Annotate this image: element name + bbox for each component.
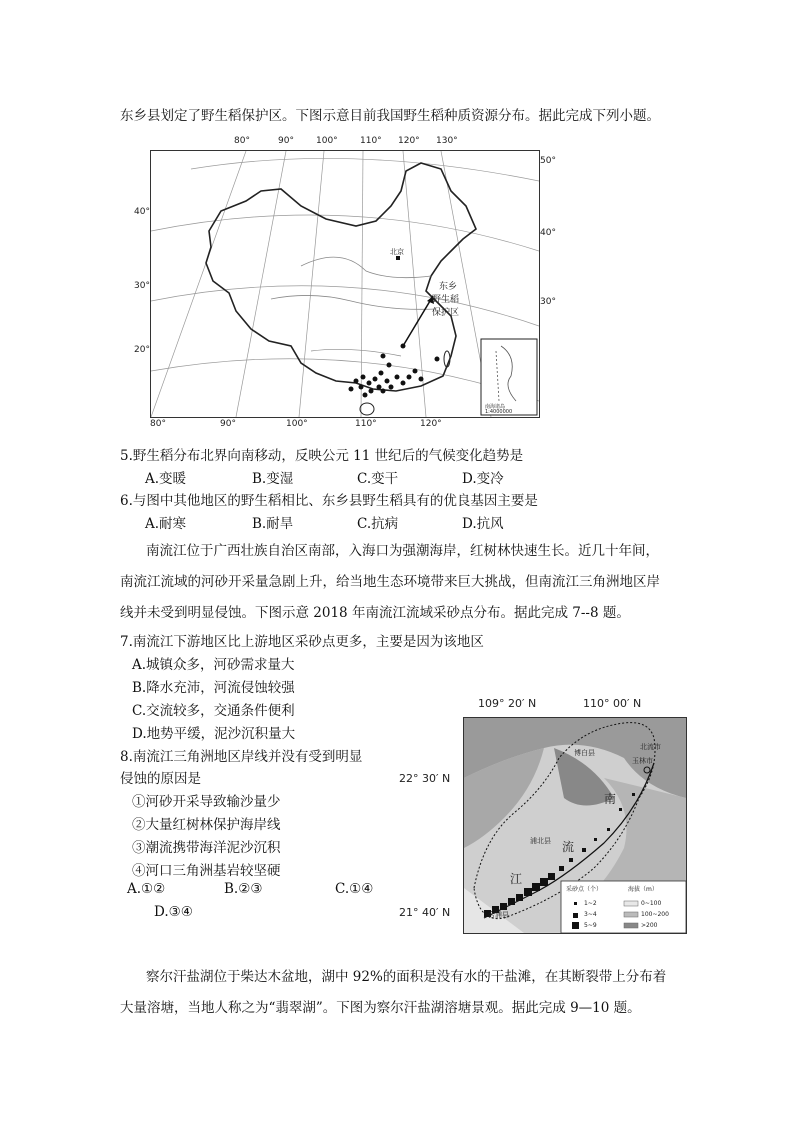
intro-text-mid-1: 南流江位于广西壮族自治区南部，入海口为强潮海岸，红树林快速生长。近几十年间， <box>146 543 659 559</box>
map2-river-char: 南 <box>604 792 617 806</box>
inset-label: 南海诸岛 <box>485 404 506 410</box>
map1-top-ticks <box>150 136 550 150</box>
china-map-graphic <box>151 151 539 417</box>
map1-tick-left: 30° <box>134 281 150 291</box>
q7-option-d[interactable]: D.地势平缓，泥沙沉积量大 <box>132 726 296 742</box>
china-wild-rice-map <box>150 150 540 418</box>
map1-tick-right: 50° <box>540 156 556 166</box>
q6-stem: 6.与图中其他地区的野生稻相比、东乡县野生稻具有的优良基因主要是 <box>120 493 538 509</box>
q8-options-row1 <box>127 881 427 899</box>
intro-text-bottom-1: 察尔汗盐湖位于柴达木盆地，湖中 92%的面积是没有水的干盐滩，在其断裂带上分布着 <box>146 969 667 985</box>
map1-tick-bottom: 100° <box>286 419 308 429</box>
q7-option-c[interactable]: C.交流较多，交通条件便利 <box>132 703 295 719</box>
map2-river-char: 流 <box>562 840 575 854</box>
q6-option-b[interactable]: B.耐旱 <box>252 516 294 532</box>
q5-option-a[interactable]: A.变暖 <box>145 471 187 487</box>
legend-alt-item: >200 <box>641 922 658 929</box>
map1-tick-right: 40° <box>540 228 556 238</box>
map2-lon-label: 110° 00′ N <box>583 697 642 710</box>
reserve-label-line2: 野生稻 <box>432 295 460 305</box>
q8-stem-line1: 8.南流江三角洲地区岸线并没有受到明显 <box>120 749 363 765</box>
legend-alt-item: 0~100 <box>641 900 662 907</box>
q6-option-c[interactable]: C.抗病 <box>357 516 399 532</box>
q8-item-4: ④河口三角洲基岩较坚硬 <box>132 863 281 879</box>
nanliu-river-map <box>463 717 687 934</box>
map2-place-label: 北流市 <box>640 743 661 751</box>
map1-tick-top: 130° <box>436 136 458 146</box>
legend-sand-item: 3~4 <box>584 911 597 918</box>
inset-scale: 1:4000000 <box>485 409 513 415</box>
q8-item-2: ②大量红树林保护海岸线 <box>132 817 281 833</box>
map1-tick-bottom: 120° <box>420 419 442 429</box>
legend-sand-item: 1~2 <box>584 900 597 907</box>
intro-text-top: 东乡县划定了野生稻保护区。下图示意目前我国野生稻种质资源分布。据此完成下列小题。 <box>120 108 660 124</box>
legend-sand-title: 采砂点（个） <box>566 886 603 893</box>
map1-tick-left: 20° <box>134 345 150 355</box>
q7-stem: 7.南流江下游地区比上游地区采砂点更多，主要是因为该地区 <box>120 634 484 650</box>
q8-option-a[interactable]: A.①② <box>127 881 166 897</box>
map1-tick-left: 40° <box>134 207 150 217</box>
q8-option-b[interactable]: B.②③ <box>224 881 263 897</box>
intro-text-mid-2: 南流江流域的河砂开采量急剧上升，给当地生态环境带来巨大挑战，但南流江三角洲地区岸 <box>120 574 660 590</box>
q5-options <box>145 467 645 485</box>
q5-option-d[interactable]: D.变冷 <box>462 471 504 487</box>
q7-option-b[interactable]: B.降水充沛，河流侵蚀较强 <box>132 680 295 696</box>
legend-sand-item: 5~9 <box>584 922 597 929</box>
q8-option-d[interactable]: D.③④ <box>154 904 193 920</box>
map2-place-label: 合浦县 <box>488 911 509 919</box>
map1-tick-bottom: 110° <box>355 419 377 429</box>
q8-item-3: ③潮流携带海洋泥沙沉积 <box>132 840 281 856</box>
map1-tick-right: 30° <box>540 297 556 307</box>
reserve-label-line1: 东乡 <box>439 282 458 292</box>
legend-alt-item: 100~200 <box>641 911 669 918</box>
map2-place-label: 博白县 <box>574 749 595 757</box>
q6-option-a[interactable]: A.耐寒 <box>145 516 187 532</box>
map1-tick-top: 80° <box>234 136 250 146</box>
q5-option-b[interactable]: B.变湿 <box>252 471 294 487</box>
map2-lat-label: 21° 40′ N <box>399 906 451 919</box>
map1-tick-top: 100° <box>316 136 338 146</box>
q8-option-c[interactable]: C.①④ <box>335 881 374 897</box>
q8-stem-line2: 侵蚀的原因是 <box>120 771 201 787</box>
map2-place-label: 浦北县 <box>530 837 551 845</box>
map2-lat-label: 22° 30′ N <box>399 772 451 785</box>
map1-bottom-ticks <box>150 419 550 431</box>
q8-item-1: ①河砂开采导致输沙量少 <box>132 794 281 810</box>
q6-options <box>145 512 645 530</box>
map1-tick-top: 120° <box>398 136 420 146</box>
legend-alt-title: 海拔（m） <box>628 886 658 893</box>
map1-tick-top: 90° <box>278 136 294 146</box>
q5-option-c[interactable]: C.变干 <box>357 471 399 487</box>
q5-stem: 5.野生稻分布北界向南移动，反映公元 11 世纪后的气候变化趋势是 <box>120 448 524 464</box>
map1-tick-top: 110° <box>360 136 382 146</box>
map2-place-label: 玉林市 <box>632 757 653 765</box>
q6-option-d[interactable]: D.抗风 <box>462 516 504 532</box>
map2-river-char: 江 <box>510 872 523 886</box>
reserve-label-line3: 保护区 <box>432 308 460 318</box>
intro-text-bottom-2: 大量溶塘，当地人称之为“翡翠湖”。下图为察尔汗盐湖溶塘景观。据此完成 9—10 题。 <box>120 1000 641 1016</box>
map1-tick-bottom: 80° <box>150 419 166 429</box>
intro-text-mid-3: 线并未受到明显侵蚀。下图示意 2018 年南流江流域采砂点分布。据此完成 7--8 题。 <box>120 605 630 621</box>
beijing-label: 北京 <box>390 248 404 256</box>
map1-tick-bottom: 90° <box>220 419 236 429</box>
q7-option-a[interactable]: A.城镇众多，河砂需求量大 <box>132 657 295 673</box>
map2-lon-label: 109° 20′ N <box>478 697 537 710</box>
